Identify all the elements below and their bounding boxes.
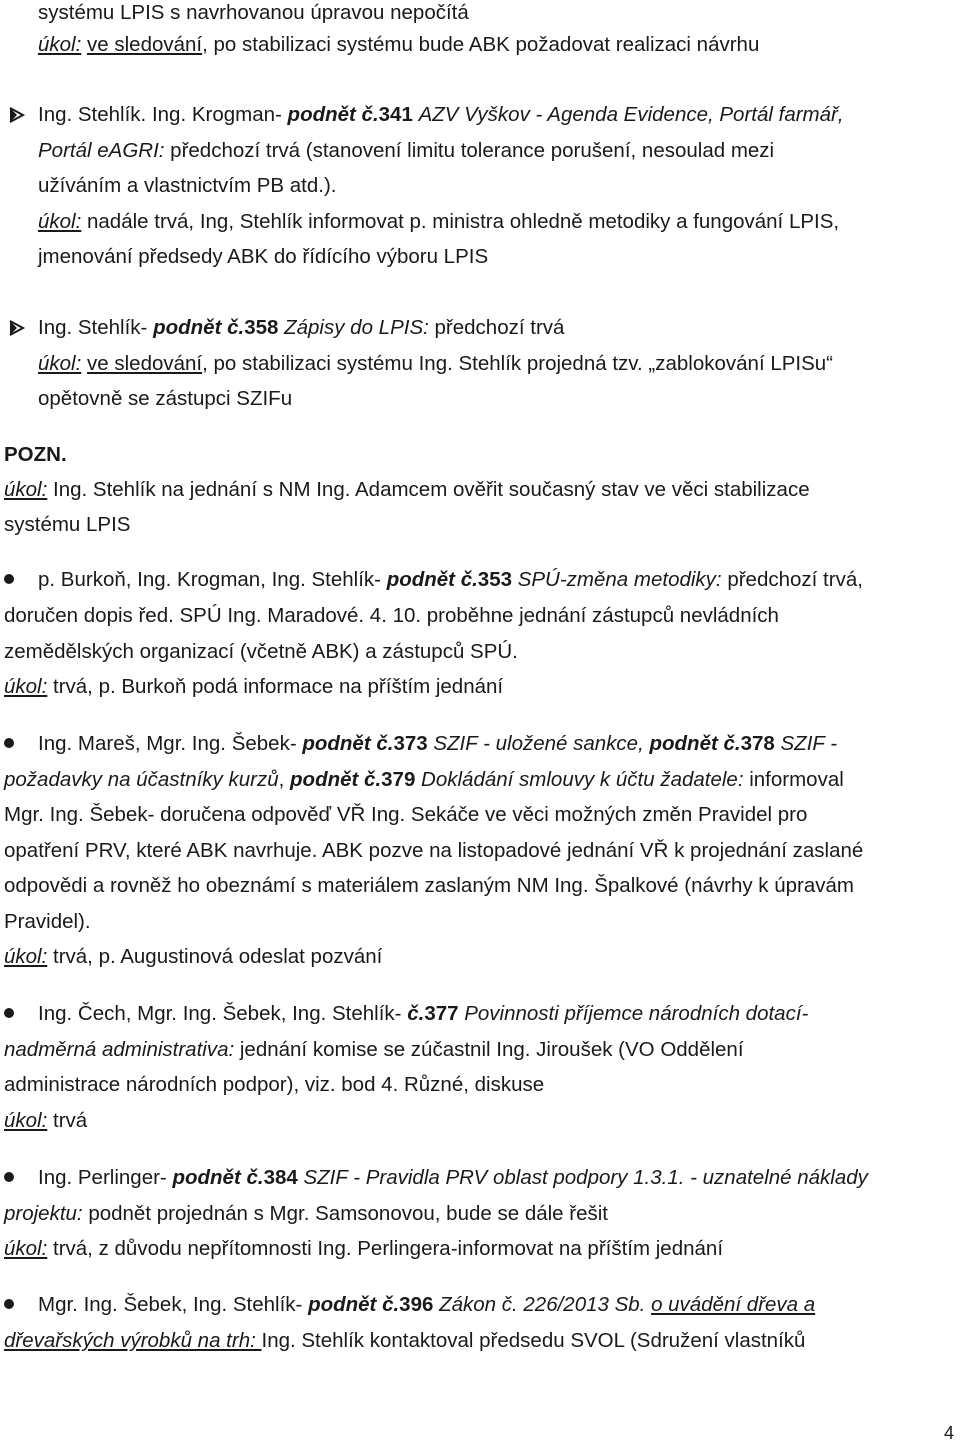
podnet-title: SPÚ-změna metodiky:	[517, 568, 728, 591]
text-line	[4, 1236, 723, 1262]
text-line	[38, 209, 839, 235]
text-line	[4, 944, 382, 970]
text-line	[4, 1201, 608, 1227]
text: jednání komise se zúčastnil Ing. Jiroušek (VO Oddělení	[239, 1038, 744, 1061]
text: trvá	[47, 1109, 88, 1132]
podnet-title: AZV Vyškov - Agenda Evidence, Portál farmář,	[418, 103, 844, 126]
task-label: úkol:	[4, 945, 48, 968]
text-line	[38, 0, 469, 26]
arrow-bullet-icon	[8, 106, 26, 124]
podnet-number: 379	[381, 768, 422, 791]
podnet-label: podnět č.	[308, 1293, 400, 1316]
podnet-title: dřevařských výrobků na trh:	[4, 1329, 262, 1352]
text: trvá, z důvodu nepřítomnosti Ing. Perlingera-informovat na příštím jednání	[47, 1237, 724, 1260]
podnet-label: podnět č.	[386, 568, 478, 591]
text-line	[38, 1292, 815, 1318]
podnet-title: Zápisy do LPIS:	[284, 316, 435, 339]
text-line	[38, 1001, 808, 1027]
text: předchozí trvá	[434, 316, 565, 339]
podnet-title: o uvádění dřeva a	[651, 1293, 816, 1316]
text: odpovědi a rovněž ho obeznámí s materiálem zaslaným NM Ing. Špalkové (návrhy k úpravám	[4, 874, 855, 897]
task-label: úkol:	[38, 33, 82, 56]
text: , po stabilizaci systému bude ABK požadovat realizaci návrhu	[202, 33, 760, 56]
text: trvá, p. Burkoň podá informace na příštím jednání	[47, 675, 504, 698]
text-line	[4, 1108, 87, 1134]
podnet-title: SZIF - Pravidla PRV oblast podpory 1.3.1. - uznatelné náklady	[303, 1166, 868, 1189]
bullet-icon	[4, 1172, 14, 1182]
task-label: úkol:	[38, 352, 82, 375]
text-line	[4, 603, 779, 629]
text: zemědělských organizací (včetně ABK) a zástupců SPÚ.	[4, 640, 518, 663]
text: doručen dopis řed. SPÚ Ing. Maradové. 4. 10. proběhne jednání zástupců nevládních	[4, 604, 779, 627]
text-line	[38, 1165, 868, 1191]
text: podnět projednán s Mgr. Samsonovou, bude se dále řešit	[88, 1202, 608, 1225]
podnet-title: Dokládání smlouvy k účtu žadatele:	[421, 768, 750, 791]
podnet-number: 373	[393, 732, 434, 755]
text: trvá, p. Augustinová odeslat pozvání	[47, 945, 383, 968]
text-line	[38, 731, 837, 757]
task-label: úkol:	[4, 478, 48, 501]
text: Ing. Čech, Mgr. Ing. Šebek, Ing. Stehlík-	[38, 1002, 408, 1025]
text-line	[38, 351, 833, 377]
bullet-icon	[4, 1299, 14, 1309]
text: , po stabilizaci systému Ing. Stehlík projedná tzv. „zablokování LPISu“	[202, 352, 834, 375]
podnet-title: SZIF - uložené sankce,	[433, 732, 650, 755]
text: Ing. Mareš, Mgr. Ing. Šebek-	[38, 732, 303, 755]
text-line	[4, 909, 91, 935]
text: Ing. Stehlík-	[38, 316, 154, 339]
text: p. Burkoň, Ing. Krogman, Ing. Stehlík-	[38, 568, 387, 591]
text-line	[38, 567, 863, 593]
text-line	[4, 873, 854, 899]
text: jmenování předsedy ABK do řídícího výboru LPIS	[38, 245, 489, 268]
text-line	[4, 512, 130, 538]
text-line	[38, 173, 337, 199]
page-number: 4	[944, 1423, 955, 1443]
text: Ing. Stehlík na jednání s NM Ing. Adamcem ověřit současný stav ve věci stabilizace	[47, 478, 810, 501]
text: administrace národních podpor), viz. bod 4. Různé, diskuse	[4, 1073, 545, 1096]
text-line	[38, 244, 488, 270]
text: ve sledování	[87, 352, 203, 375]
text-line	[38, 102, 844, 128]
task-label: úkol:	[38, 210, 82, 233]
text-line	[4, 674, 503, 700]
podnet-number: 358	[244, 316, 285, 339]
podnet-title: projektu:	[4, 1202, 89, 1225]
text: informoval	[749, 768, 844, 791]
podnet-number: 353	[477, 568, 518, 591]
bullet-icon	[4, 574, 14, 584]
text: opatření PRV, které ABK navrhuje. ABK pozve na listopadové jednání VŘ k projednání zaslané	[4, 839, 864, 862]
text: Ing. Perlinger-	[38, 1166, 173, 1189]
podnet-title: Povinnosti příjemce národních dotací-	[464, 1002, 809, 1025]
task-label: úkol:	[4, 1237, 48, 1260]
text: Ing. Stehlík. Ing. Krogman-	[38, 103, 288, 126]
podnet-label: č.	[407, 1002, 425, 1025]
text: ,	[278, 768, 291, 791]
text: systému LPIS s navrhovanou úpravou nepočítá	[38, 1, 469, 24]
bullet-icon	[4, 1008, 14, 1018]
text-line	[4, 802, 807, 828]
text-line	[38, 138, 774, 164]
podnet-label: podnět č.	[649, 732, 741, 755]
text: Pravidel).	[4, 910, 91, 933]
podnet-number: 384	[263, 1166, 304, 1189]
text-line	[4, 767, 844, 793]
podnet-title: Zákon č. 226/2013 Sb.	[439, 1293, 652, 1316]
bullet-icon	[4, 738, 14, 748]
text-line	[4, 477, 810, 503]
podnet-label: podnět č.	[302, 732, 394, 755]
text-line	[4, 1037, 744, 1063]
text: předchozí trvá (stanovení limitu tolerance porušení, nesoulad mezi	[170, 139, 775, 162]
task-label: úkol:	[4, 675, 48, 698]
arrow-bullet-icon	[8, 319, 26, 337]
podnet-title: nadměrná administrativa:	[4, 1038, 240, 1061]
podnet-label: podnět č.	[172, 1166, 264, 1189]
podnet-label: podnět č.	[153, 316, 245, 339]
text: Mgr. Ing. Šebek- doručena odpověď VŘ Ing. Sekáče ve věci možných změn Pravidel pro	[4, 803, 808, 826]
podnet-number: 341	[378, 103, 419, 126]
text: systému LPIS	[4, 513, 131, 536]
text: Ing. Stehlík kontaktoval předsedu SVOL (Sdružení vlastníků	[261, 1329, 806, 1352]
text: opětovně se zástupci SZIFu	[38, 387, 293, 410]
text-line	[38, 32, 759, 58]
text: užíváním a vlastnictvím PB atd.).	[38, 174, 337, 197]
podnet-number: 378	[740, 732, 781, 755]
text: nadále trvá, Ing, Stehlík informovat p. ministra ohledně metodiky a fungování LPIS,	[81, 210, 840, 233]
text-line	[4, 1328, 805, 1354]
text-line	[4, 838, 863, 864]
podnet-title: SZIF -	[780, 732, 838, 755]
podnet-label: podnět č.	[290, 768, 382, 791]
podnet-number: 377	[424, 1002, 465, 1025]
podnet-label: podnět č.	[287, 103, 379, 126]
podnet-number: 396	[399, 1293, 440, 1316]
podnet-title: požadavky na účastníky kurzů	[4, 768, 279, 791]
text-line	[4, 1072, 544, 1098]
text: předchozí trvá,	[727, 568, 863, 591]
podnet-title: Portál eAGRI:	[38, 139, 171, 162]
note-heading: POZN.	[4, 443, 67, 466]
text-line	[38, 386, 292, 412]
task-label: úkol:	[4, 1109, 48, 1132]
text-line	[38, 315, 564, 341]
text: Mgr. Ing. Šebek, Ing. Stehlík-	[38, 1293, 309, 1316]
text: ve sledování	[87, 33, 203, 56]
text-line	[4, 639, 518, 665]
